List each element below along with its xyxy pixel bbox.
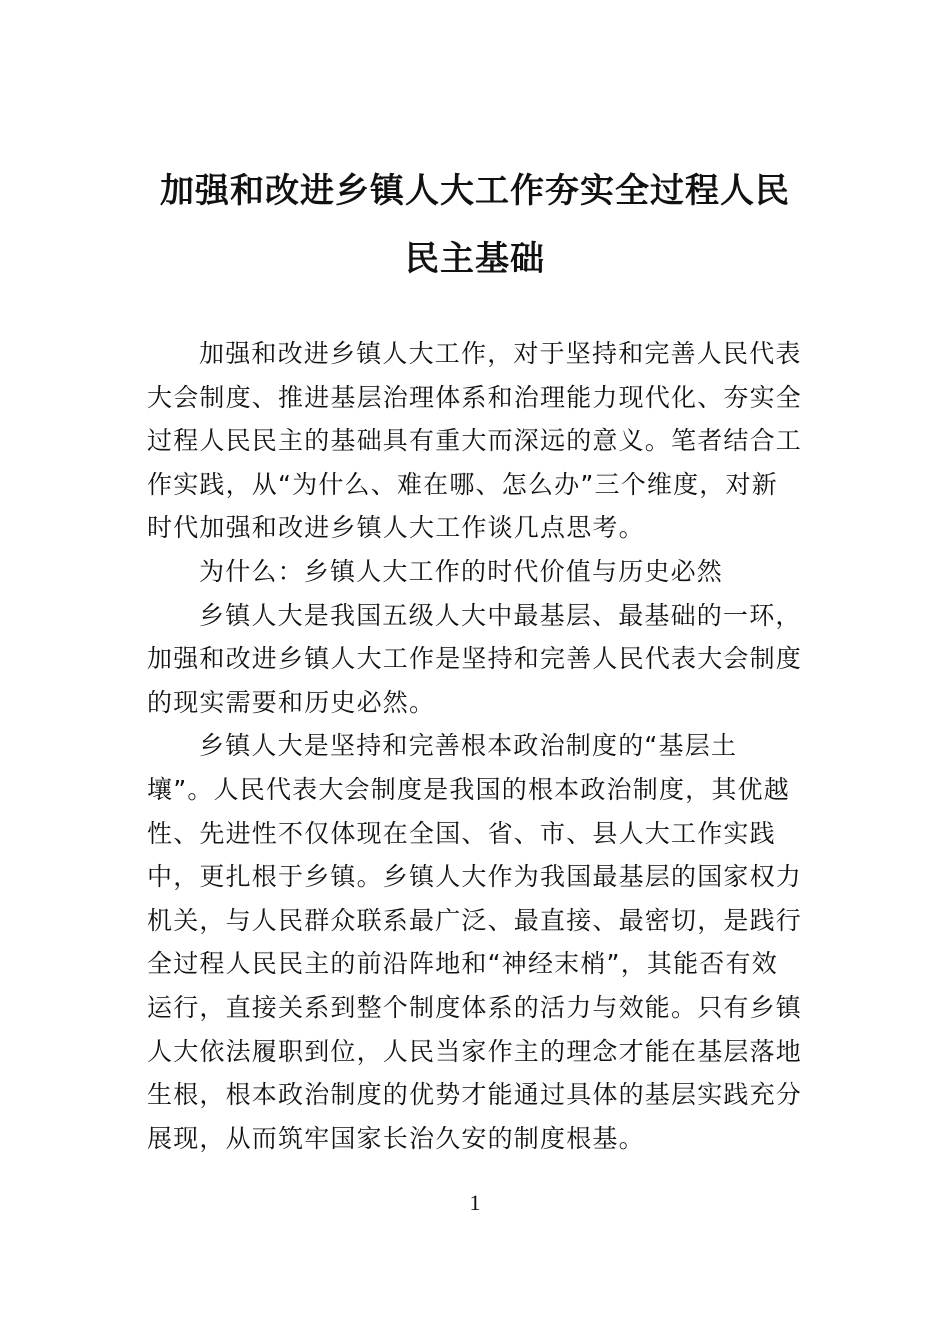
text-line: 的现实需要和历史必然。 [147,687,436,717]
text-line: 加强和改进乡镇人大工作是坚持和完善人民代表大会制度 [147,644,803,674]
text-line: 人大依法履职到位，人民当家作主的理念才能在基层落地 [147,1036,803,1066]
text-line: 机关，与人民群众联系最广泛、最直接、最密切，是践行 [147,905,803,935]
text-line: 为什么：乡镇人大工作的时代价值与历史必然 [199,556,724,586]
page-number: 1 [469,1190,481,1215]
text-line: 过程人民民主的基础具有重大而深远的意义。笔者结合工 [147,426,803,456]
text-line: 展现，从而筑牢国家长治久安的制度根基。 [147,1123,645,1153]
text-line: 加强和改进乡镇人大工作，对于坚持和完善人民代表 [199,339,802,368]
document-body [147,332,803,1160]
text-line: 作实践，从“为什么、难在哪、怎么办”三个维度，对新 [147,469,778,499]
text-line: 乡镇人大是坚持和完善根本政治制度的“基层土 [199,731,738,761]
text-line: 性、先进性不仅体现在全国、省、市、县人大工作实践 [147,818,776,848]
text-line: 乡镇人大是我国五级人大中最基层、最基础的一环， [199,600,802,630]
text-line: 生根，根本政治制度的优势才能通过具体的基层实践充分 [147,1080,803,1110]
document-title-line-2: 民主基础 [405,239,545,279]
text-line: 大会制度、推进基层治理体系和治理能力现代化、夯实全 [147,382,803,412]
text-line: 全过程人民民主的前沿阵地和“神经末梢”，其能否有效 [147,949,778,979]
text-line: 中，更扎根于乡镇。乡镇人大作为我国最基层的国家权力 [147,862,803,892]
document-title-line-1: 加强和改进乡镇人大工作夯实全过程人民 [160,171,790,211]
text-line: 运行，直接关系到整个制度体系的活力与效能。只有乡镇 [147,992,803,1022]
text-line: 时代加强和改进乡镇人大工作谈几点思考。 [147,513,645,543]
text-line: 壤”。人民代表大会制度是我国的根本政治制度，其优越 [147,774,790,804]
